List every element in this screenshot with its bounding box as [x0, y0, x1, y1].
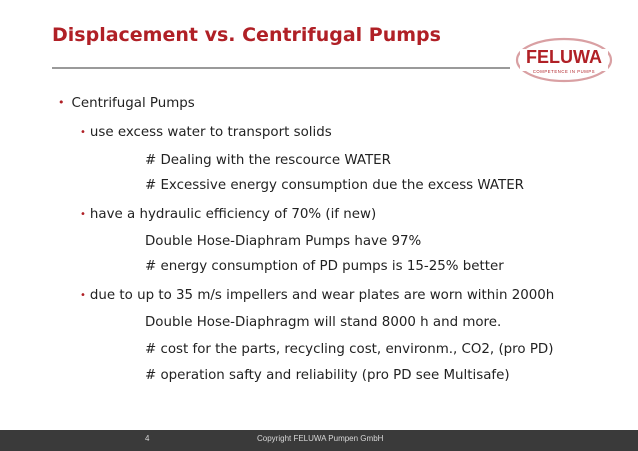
detail-line — [145, 342, 553, 357]
detail-line — [145, 153, 391, 168]
line-text: due to up to 35 m/s impellers and wear plates are worn within 2000h — [89, 288, 555, 303]
detail-line — [145, 234, 421, 249]
svg-text:FELUWA: FELUWA — [526, 47, 602, 67]
feluwa-logo — [514, 37, 614, 83]
sub-bullet-efficiency — [80, 207, 376, 222]
sub-bullet-impellers — [80, 288, 554, 303]
slide-footer — [0, 430, 638, 451]
line-text: Double Hose-Diaphram Pumps have 97% — [145, 234, 422, 249]
line-text: # operation safty and reliability (pro PD see Multisafe) — [145, 368, 510, 383]
slide-title: Displacement vs. Centrifugal Pumps — [52, 24, 441, 46]
detail-line — [145, 178, 524, 193]
bullet-centrifugal-pumps — [58, 96, 195, 111]
line-text: # energy consumption of PD pumps is 15-25% better — [145, 259, 504, 274]
line-text: have a hydraulic efficiency of 70% (if new) — [89, 207, 377, 222]
page-number: 4 — [145, 434, 150, 443]
line-text: use excess water to transport solids — [89, 125, 332, 140]
line-text: # Excessive energy consumption due the excess WATER — [145, 178, 524, 193]
bullet-dot: • — [58, 96, 65, 109]
sub-bullet-excess-water — [80, 125, 332, 140]
svg-text:COMPETENCE IN PUMPS: COMPETENCE IN PUMPS — [532, 69, 596, 74]
detail-line — [145, 368, 510, 383]
line-text: # cost for the parts, recycling cost, environm., CO2, (pro PD) — [145, 342, 554, 357]
copyright-text: Copyright FELUWA Pumpen GmbH — [257, 434, 384, 443]
line-text: # Dealing with the rescource WATER — [145, 153, 391, 168]
line-text: Centrifugal Pumps — [71, 96, 195, 111]
bullet-dot: • — [80, 127, 86, 138]
bullet-dot: • — [80, 209, 86, 220]
title-divider — [52, 67, 510, 69]
detail-line — [145, 315, 501, 330]
bullet-dot: • — [80, 290, 86, 301]
detail-line — [145, 259, 504, 274]
line-text: Double Hose-Diaphragm will stand 8000 h and more. — [145, 315, 502, 330]
